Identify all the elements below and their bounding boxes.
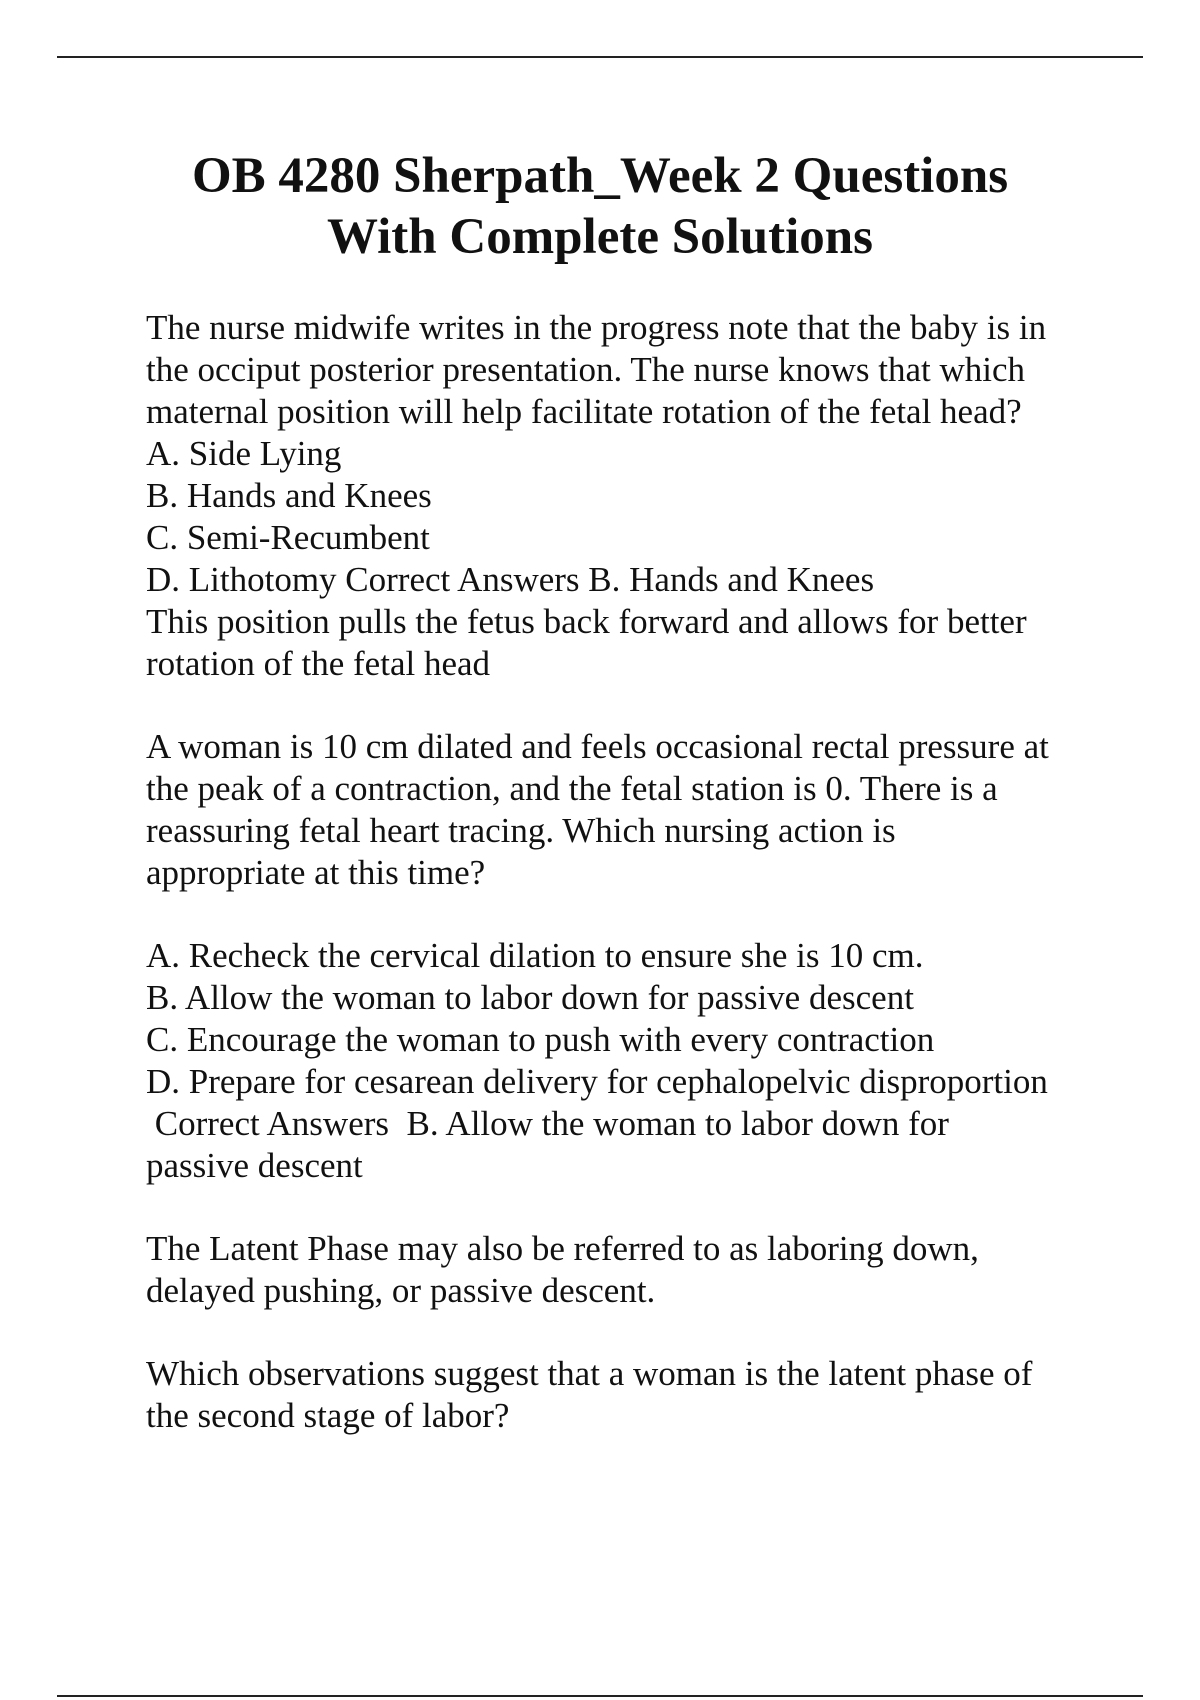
question-2-line: the peak of a contraction, and the fetal station is 0. There is a: [146, 769, 998, 808]
question-1-option-b: B. Hands and Knees: [146, 476, 432, 515]
question-3-line: the second stage of labor?: [146, 1396, 510, 1435]
question-1-rationale: This position pulls the fetus back forward and allows for better: [146, 602, 1027, 641]
question-2-stem: [146, 726, 1106, 894]
question-1-line: the occiput posterior presentation. The nurse knows that which: [146, 350, 1025, 389]
page-title: [100, 146, 1100, 268]
note-line: The Latent Phase may also be referred to as laboring down,: [146, 1229, 979, 1268]
question-1-option-d-answer: D. Lithotomy Correct Answers B. Hands and Knees: [146, 560, 875, 599]
question-3: [146, 1353, 1106, 1437]
question-2-line: A woman is 10 cm dilated and feels occasional rectal pressure at: [146, 727, 1049, 766]
bottom-divider: [57, 1695, 1143, 1697]
question-2-answer: Correct Answers B. Allow the woman to labor down for: [146, 1104, 949, 1143]
question-2-option-b: B. Allow the woman to labor down for passive descent: [146, 978, 914, 1017]
question-2-answer: passive descent: [146, 1146, 363, 1185]
question-1-line: maternal position will help facilitate rotation of the fetal head?: [146, 392, 1022, 431]
question-2-option-a: A. Recheck the cervical dilation to ensure she is 10 cm.: [146, 936, 924, 975]
title-line-2: With Complete Solutions: [327, 209, 873, 265]
question-1: [146, 307, 1106, 685]
question-2-options: [146, 935, 1106, 1187]
top-divider: [57, 56, 1143, 58]
latent-phase-note: [146, 1228, 1106, 1312]
question-2-line: reassuring fetal heart tracing. Which nursing action is: [146, 811, 896, 850]
question-3-line: Which observations suggest that a woman is the latent phase of: [146, 1354, 1033, 1393]
question-2-line: appropriate at this time?: [146, 853, 486, 892]
note-line: delayed pushing, or passive descent.: [146, 1271, 656, 1310]
question-1-option-c: C. Semi-Recumbent: [146, 518, 430, 557]
question-2-option-c: C. Encourage the woman to push with every contraction: [146, 1020, 935, 1059]
title-line-1: OB 4280 Sherpath_Week 2 Questions: [191, 148, 1009, 204]
question-1-line: The nurse midwife writes in the progress note that the baby is in: [146, 308, 1047, 347]
question-1-rationale: rotation of the fetal head: [146, 644, 491, 683]
question-2-option-d: D. Prepare for cesarean delivery for cephalopelvic disproportion: [146, 1062, 1048, 1101]
question-1-option-a: A. Side Lying: [146, 434, 342, 473]
